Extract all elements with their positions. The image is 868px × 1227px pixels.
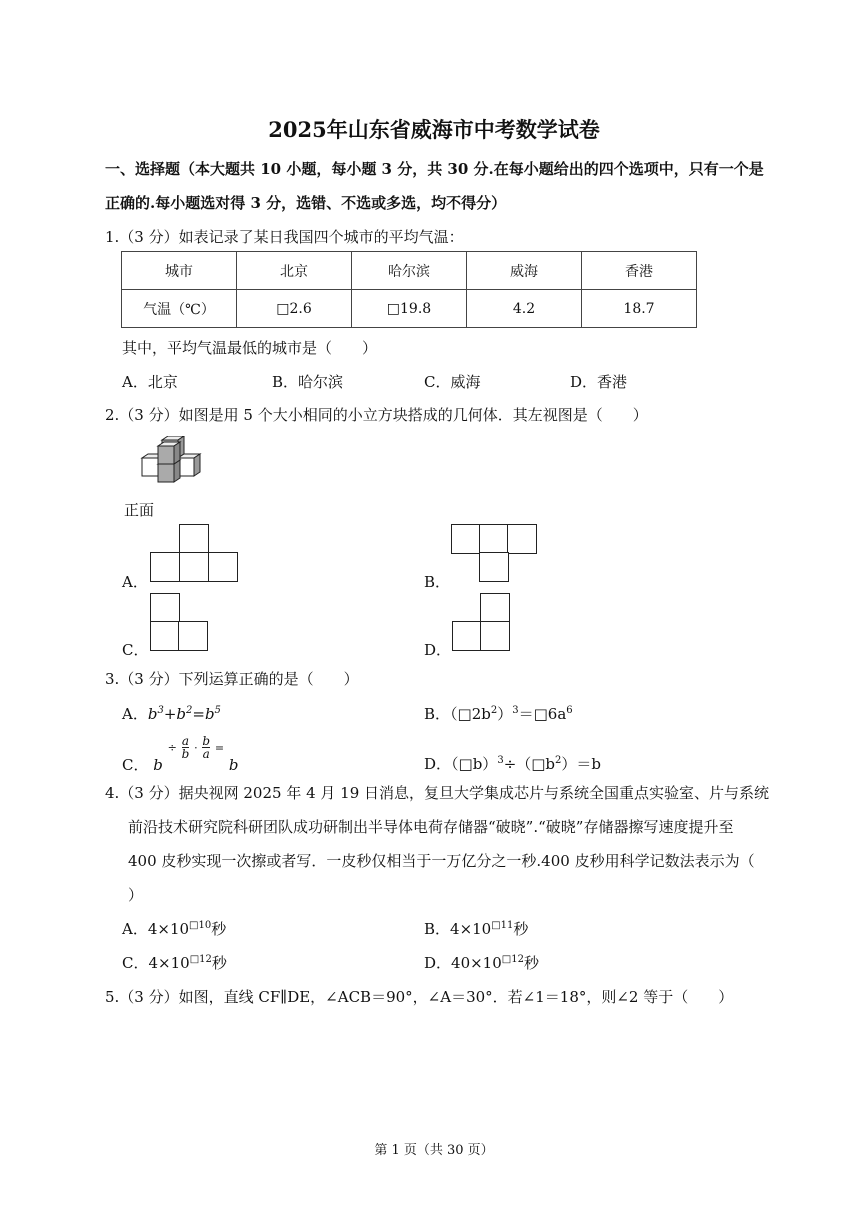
table-cell: 香港 <box>582 252 697 290</box>
fraction-a-over-b: $\frac{a}{b}$ <box>181 734 190 761</box>
exponent: □12 <box>501 954 524 965</box>
sci-base: 4×10 <box>147 920 190 938</box>
section-header-line1: 一、选择题（本大题共 10 小题，每小题 3 分，共 30 分.在每小题给出的四个选项中，只有一个是 <box>105 160 764 178</box>
temperature-table <box>121 251 697 328</box>
sci-base: 4×10 <box>450 920 492 938</box>
q1-option-b[interactable]: B．哈尔滨 <box>272 373 344 391</box>
table-cell: 威海 <box>467 252 582 290</box>
table-cell: 城市 <box>122 252 237 290</box>
q4-option-b[interactable] <box>424 918 528 939</box>
q3-option-a[interactable] <box>122 703 221 724</box>
q3-option-c[interactable] <box>122 734 239 774</box>
table-row <box>122 290 697 328</box>
option-label: B． <box>424 705 451 723</box>
expr-a: $b^3+b^2=b^5$ <box>147 705 221 723</box>
cube-solid-figure <box>138 436 210 496</box>
q2-option-c-label[interactable]: C． <box>122 641 149 659</box>
q2-option-d-label[interactable]: D． <box>424 641 452 659</box>
expr-b-mid: ） <box>497 705 513 723</box>
q3-option-d[interactable] <box>424 753 601 774</box>
sci-base: 40×10 <box>451 954 502 972</box>
option-label: A． <box>122 705 148 723</box>
page-footer: 第 1 页（共 30 页） <box>374 1143 494 1158</box>
front-label: 正面 <box>124 501 155 519</box>
question-3-stem: 3.（3 分）下列运算正确的是（ ） <box>105 670 359 688</box>
expr-d-mid: ÷（□b <box>503 755 556 773</box>
option-label: D． <box>424 954 452 972</box>
q4-option-d[interactable] <box>424 952 539 973</box>
fraction-b-over-a: $\frac{b}{a}$ <box>202 734 211 761</box>
q1-option-c[interactable]: C．威海 <box>424 373 481 391</box>
expr-c-b2: b <box>228 755 239 774</box>
expr-c-b1: b <box>153 755 163 774</box>
question-5-stem: 5.（3 分）如图，直线 CF∥DE，∠ACB＝90°，∠A＝30°．若∠1＝18°，则∠2 等于（ ） <box>105 988 734 1006</box>
expr-d-pre: （□b） <box>451 755 498 773</box>
question-4-line1: 4.（3 分）据央视网 2025 年 4 月 19 日消息，复旦大学集成芯片与系统全国重点实验室、片与系统 <box>105 784 770 802</box>
question-1-stem: 1.（3 分）如表记录了某日我国四个城市的平均气温： <box>105 228 464 246</box>
exponent: 6 <box>566 705 573 716</box>
table-cell: 气温（℃） <box>122 290 237 328</box>
unit: 秒 <box>211 920 227 938</box>
q3-option-b[interactable] <box>424 703 573 724</box>
q4-option-c[interactable] <box>122 952 227 973</box>
exponent: □12 <box>189 954 212 965</box>
expr-b-post: ＝□6a <box>518 705 567 723</box>
exponent: 3 <box>497 755 504 766</box>
expr-d-post: ）＝b <box>561 755 602 773</box>
question-1-prompt: 其中，平均气温最低的城市是（ ） <box>122 339 378 357</box>
table-cell: 18.7 <box>582 290 697 328</box>
option-label: B． <box>424 920 451 938</box>
option-label: C． <box>122 954 149 972</box>
unit: 秒 <box>211 954 227 972</box>
question-4-line3: 400 皮秒实现一次擦或者写．一皮秒仅相当于一万亿分之一秒.400 皮秒用科学记数法表示为（ <box>128 852 755 870</box>
table-header-row <box>122 252 697 290</box>
q2-option-a-label[interactable]: A． <box>122 573 148 591</box>
q4-option-a[interactable] <box>122 918 226 939</box>
table-cell: 4.2 <box>467 290 582 328</box>
q1-option-d[interactable]: D．香港 <box>570 373 628 391</box>
exponent: □11 <box>491 920 514 931</box>
option-label: A． <box>122 920 148 938</box>
section-header-line2: 正确的.每小题选对得 3 分，选错、不选或多选，均不得分） <box>105 194 507 212</box>
unit: 秒 <box>513 920 529 938</box>
exponent: 2 <box>490 705 498 716</box>
expr-c-dot: · <box>194 741 198 755</box>
exponent: 2 <box>555 755 562 766</box>
table-cell: 北京 <box>237 252 352 290</box>
table-cell: □19.8 <box>352 290 467 328</box>
expr-c-div: ÷ <box>167 741 177 755</box>
expr-b-pre: （□2b <box>450 705 491 723</box>
q1-option-a[interactable]: A．北京 <box>122 373 178 391</box>
expr-c-eq: = <box>214 741 225 755</box>
option-label: D． <box>424 755 452 773</box>
option-label: C． <box>122 755 149 774</box>
exponent: □10 <box>189 920 212 931</box>
question-4-line4: ） <box>128 886 144 904</box>
sci-base: 4×10 <box>148 954 190 972</box>
table-cell: □2.6 <box>237 290 352 328</box>
question-4-line2: 前沿技术研究院科研团队成功研制出半导体电荷存储器“破晓”.“破晓”存储器擦写速度提升至 <box>128 818 734 836</box>
exponent: 3 <box>512 705 519 716</box>
table-cell: 哈尔滨 <box>352 252 467 290</box>
unit: 秒 <box>523 954 539 972</box>
q2-option-b-label[interactable]: B． <box>424 573 451 591</box>
question-2-stem: 2.（3 分）如图是用 5 个大小相同的小立方块搭成的几何体．其左视图是（ ） <box>105 406 648 424</box>
page-title: 2025年山东省威海市中考数学试卷 <box>268 117 600 142</box>
